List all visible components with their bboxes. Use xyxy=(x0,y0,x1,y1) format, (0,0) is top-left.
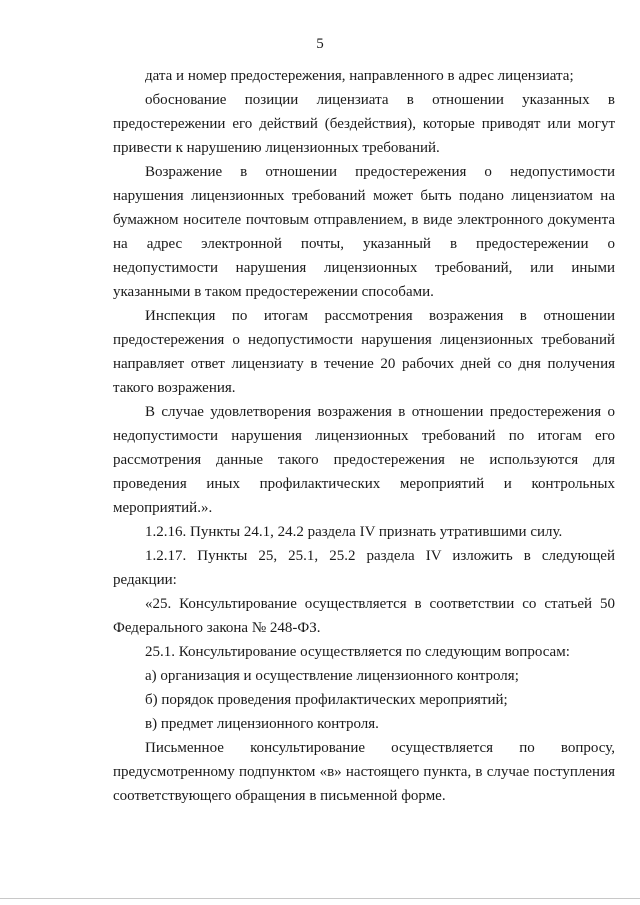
paragraph-warning-date: дата и номер предостережения, направленного в адрес лицензиата; xyxy=(145,68,574,84)
paragraph-item-1-2-17: 1.2.17. Пункты 25, 25.1, 25.2 раздела IV изложить в следующей редакции: xyxy=(113,548,615,588)
paragraph-objection-satisfied: В случае удовлетворения возражения в отношении предостережения о недопустимости нарушения лицензионных требований по итогам его рассмотрения данные такого предостережения не используются для проведения иных профилактических мероприятий и контрольных мероприятий.». xyxy=(113,404,615,516)
paragraph-justification: обоснование позиции лицензиата в отношении указанных в предостережении его действий (бездействия), которые приводят или могут привести к нарушению лицензионных требований. xyxy=(113,92,615,156)
paragraph-item-25: «25. Консультирование осуществляется в соответствии со статьей 50 Федерального закона № 248-ФЗ. xyxy=(113,596,615,636)
list-item-a: а) организация и осуществление лицензионного контроля; xyxy=(145,668,519,684)
page-bottom-border xyxy=(0,898,640,899)
list-item-b: б) порядок проведения профилактических мероприятий; xyxy=(145,692,508,708)
page-number: 5 xyxy=(316,36,324,52)
list-item-v: в) предмет лицензионного контроля. xyxy=(145,716,379,732)
document-body xyxy=(113,64,615,808)
paragraph-inspection-response: Инспекция по итогам рассмотрения возражения в отношении предостережения о недопустимости нарушения лицензионных требований направляет ответ лицензиату в течение 20 рабочих дней со дня получения такого возражения. xyxy=(113,308,615,396)
paragraph-objection-submission: Возражение в отношении предостережения о недопустимости нарушения лицензионных требований может быть подано лицензиатом на бумажном носителе почтовым отправлением, в виде электронного документа на адрес электронной почты, указанный в предостережении о недопустимости нарушения лицензионных требований, или иными указанными в таком предостережении способами. xyxy=(113,164,615,300)
paragraph-item-25-1: 25.1. Консультирование осуществляется по следующим вопросам: xyxy=(145,644,570,660)
paragraph-item-1-2-16: 1.2.16. Пункты 24.1, 24.2 раздела IV признать утратившими силу. xyxy=(145,524,563,540)
paragraph-written-consultation: Письменное консультирование осуществляется по вопросу, предусмотренному подпунктом «в» настоящего пункта, в случае поступления соответствующего обращения в письменной форме. xyxy=(113,740,615,804)
